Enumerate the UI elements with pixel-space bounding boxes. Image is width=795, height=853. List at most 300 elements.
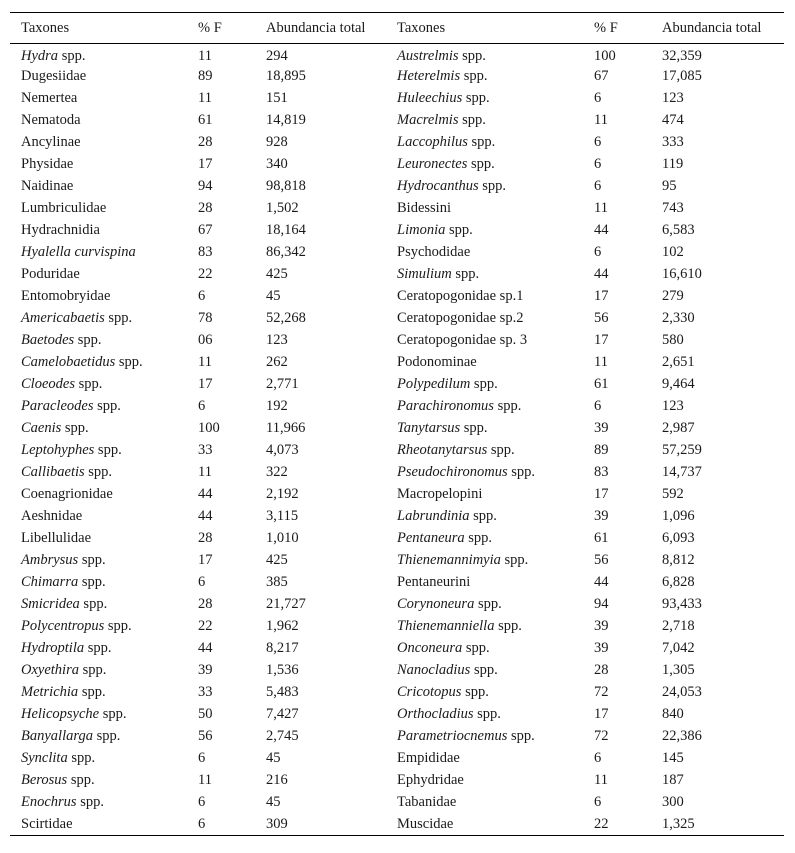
table-row [10, 528, 784, 550]
abundance-left: 8,217 [266, 640, 299, 656]
frequency-right: 61 [594, 376, 609, 392]
abundance-left: 309 [255, 814, 386, 836]
taxon-plain-text: spp. [487, 442, 515, 458]
frequency-right: 6 [594, 750, 602, 766]
abundance-left: 294 [266, 47, 288, 64]
abundance-right: 123 [662, 398, 684, 414]
table-row [10, 748, 784, 770]
table-row [10, 484, 784, 506]
taxon-left [10, 352, 187, 374]
taxon-plain-text: spp. [458, 47, 486, 64]
frequency-left: 28 [198, 134, 213, 150]
taxon-italic-name: Hydra [21, 47, 59, 64]
frequency-left: 28 [198, 530, 213, 546]
frequency-right: 6 [594, 134, 602, 150]
taxon-right [386, 264, 583, 286]
taxon-plain-text: spp. [507, 728, 535, 744]
table-row [10, 110, 784, 132]
taxon-italic-name: Huleechius [397, 90, 463, 106]
taxon-plain-text: Lumbriculidae [21, 200, 107, 216]
taxon-right [386, 748, 583, 770]
taxon-left [10, 110, 187, 132]
frequency-right: 6 [594, 178, 602, 194]
taxon-left [10, 638, 187, 660]
frequency-right: 67 [594, 68, 609, 84]
taxon-italic-name: Caenis [21, 420, 62, 436]
frequency-left: 11 [198, 90, 212, 106]
table-row [10, 418, 784, 440]
taxon-right [386, 418, 583, 440]
taxon-right [386, 594, 583, 616]
abundance-left: 385 [266, 574, 288, 590]
frequency-right: 17 [594, 288, 609, 304]
abundance-right: 6,828 [662, 574, 695, 590]
taxon-left [10, 748, 187, 770]
frequency-right: 11 [594, 772, 608, 788]
frequency-right: 6 [594, 794, 602, 810]
taxon-left [10, 704, 187, 726]
abundance-right: 279 [662, 288, 684, 304]
abundance-right: 14,737 [662, 464, 702, 480]
taxon-plain-text: Coenagrionidae [21, 486, 113, 502]
abundance-right: 474 [662, 112, 684, 128]
taxon-plain-text: Ancylinae [21, 134, 81, 150]
abundance-left: 45 [266, 794, 281, 810]
taxon-italic-name: Onconeura [397, 640, 463, 656]
abundance-left: 45 [266, 288, 281, 304]
taxa-abundance-table [10, 12, 784, 836]
taxon-right [386, 308, 583, 330]
taxon-italic-name: Cloeodes [21, 376, 75, 392]
taxon-plain-text: Poduridae [21, 266, 80, 282]
taxon-plain-text: Scirtidae [21, 815, 73, 832]
taxon-italic-name: Baetodes [21, 332, 75, 348]
table-row [10, 66, 784, 88]
taxon-plain-text: Libellulidae [21, 530, 92, 546]
taxon-left [10, 462, 187, 484]
abundance-right: 119 [662, 156, 684, 172]
abundance-left: 192 [266, 398, 288, 414]
abundance-left: 2,745 [266, 728, 299, 744]
taxon-plain-text: spp. [78, 574, 106, 590]
taxon-right [386, 792, 583, 814]
taxon-right [386, 132, 583, 154]
frequency-right: 11 [594, 112, 608, 128]
abundance-right: 9,464 [662, 376, 695, 392]
taxon-right [386, 352, 583, 374]
taxon-plain-text: spp. [78, 684, 106, 700]
header-abundance-left: Abundancia total [255, 13, 386, 44]
abundance-left: 425 [266, 552, 288, 568]
frequency-right: 61 [594, 530, 609, 546]
abundance-right: 6,583 [662, 222, 695, 238]
frequency-left: 11 [198, 354, 212, 370]
abundance-right: 24,053 [662, 684, 702, 700]
taxon-right [386, 396, 583, 418]
taxon-plain-text: spp. [104, 310, 133, 326]
taxon-italic-name: Labrundinia [397, 508, 470, 524]
frequency-right: 39 [594, 618, 609, 634]
frequency-left: 100 [198, 420, 220, 436]
abundance-left: 2,771 [266, 376, 299, 392]
taxon-right [386, 814, 583, 836]
taxon-plain-text: Ceratopogonidae sp.1 [397, 288, 524, 304]
frequency-right: 17 [594, 332, 609, 348]
taxon-plain-text: Nemertea [21, 90, 78, 106]
abundance-right: 2,987 [662, 420, 695, 436]
frequency-left: 83 [198, 244, 213, 260]
taxon-left [10, 440, 187, 462]
taxon-plain-text: spp. [67, 772, 95, 788]
table-row [10, 704, 784, 726]
abundance-left: 322 [266, 464, 288, 480]
taxon-plain-text: spp. [78, 662, 107, 678]
table-row [10, 286, 784, 308]
taxon-plain-text: spp. [92, 728, 121, 744]
taxon-right [386, 66, 583, 88]
frequency-left: 6 [187, 814, 255, 836]
table-row [10, 682, 784, 704]
taxon-right [386, 484, 583, 506]
taxon-right [386, 440, 583, 462]
taxon-left [10, 264, 187, 286]
frequency-right: 39 [594, 508, 609, 524]
taxon-plain-text: spp. [99, 706, 127, 722]
table-row [10, 198, 784, 220]
taxon-plain-text: Nematoda [21, 112, 81, 128]
taxon-italic-name: Leuronectes [397, 156, 468, 172]
taxon-right [386, 726, 583, 748]
abundance-left: 1,536 [266, 662, 299, 678]
header-frequency-right: % F [583, 13, 651, 44]
taxon-italic-name: Enochrus [21, 794, 77, 810]
taxon-left [10, 506, 187, 528]
taxon-plain-text: Dugesiidae [21, 68, 87, 84]
taxon-italic-name: Banyallarga [21, 728, 93, 744]
taxon-plain-text: Bidessini [397, 200, 451, 216]
frequency-right: 39 [594, 640, 609, 656]
frequency-left: 44 [198, 486, 213, 502]
abundance-right: 1,325 [651, 814, 784, 836]
taxon-left [10, 286, 187, 308]
abundance-left: 18,164 [266, 222, 306, 238]
abundance-right: 300 [662, 794, 684, 810]
taxon-italic-name: Hydroptila [21, 640, 85, 656]
abundance-right: 16,610 [662, 266, 702, 282]
abundance-left: 1,502 [266, 200, 299, 216]
taxon-italic-name: Polypedilum [397, 376, 471, 392]
abundance-left: 340 [266, 156, 288, 172]
taxon-plain-text: Ceratopogonidae sp.2 [397, 310, 524, 326]
abundance-right: 333 [662, 134, 684, 150]
taxon-left [10, 594, 187, 616]
frequency-left: 28 [198, 200, 213, 216]
abundance-left: 216 [266, 772, 288, 788]
frequency-left: 6 [198, 288, 206, 304]
taxon-left [10, 528, 187, 550]
frequency-left: 50 [198, 706, 213, 722]
frequency-left: 22 [198, 266, 213, 282]
taxon-right [386, 88, 583, 110]
taxon-italic-name: Synclita [21, 750, 68, 766]
taxon-italic-name: Corynoneura [397, 596, 475, 612]
abundance-left: 2,192 [266, 486, 299, 502]
taxon-plain-text: spp. [74, 376, 103, 392]
table-row [10, 638, 784, 660]
taxon-italic-name: Smicridea [21, 596, 80, 612]
taxon-left [10, 44, 187, 66]
frequency-right: 89 [594, 442, 609, 458]
taxon-left [10, 660, 187, 682]
taxon-italic-name: Hyalella curvispina [21, 244, 136, 260]
taxon-italic-name: Thienemanniella [397, 618, 495, 634]
taxon-plain-text: spp. [467, 134, 496, 150]
taxon-italic-name: Pseudochironomus [397, 464, 508, 480]
abundance-left: 7,427 [266, 706, 299, 722]
taxon-plain-text: spp. [507, 464, 536, 480]
table-row [10, 374, 784, 396]
abundance-left: 98,818 [266, 178, 306, 194]
abundance-left: 4,073 [266, 442, 299, 458]
taxon-plain-text: spp. [474, 596, 502, 612]
frequency-left: 11 [198, 464, 212, 480]
taxon-right [386, 462, 583, 484]
taxon-italic-name: Pentaneura [397, 530, 465, 546]
abundance-right: 57,259 [662, 442, 702, 458]
frequency-right: 17 [594, 486, 609, 502]
taxon-left [10, 308, 187, 330]
taxon-italic-name: Tanytarsus [397, 420, 461, 436]
taxon-italic-name: Heterelmis [397, 68, 461, 84]
taxon-plain-text: spp. [478, 178, 507, 194]
taxon-plain-text: spp. [460, 68, 488, 84]
taxon-italic-name: Polycentropus [21, 618, 105, 634]
abundance-right: 1,305 [662, 662, 695, 678]
abundance-right: 743 [662, 200, 684, 216]
taxon-plain-text: Naidinae [21, 178, 74, 194]
taxon-left [10, 88, 187, 110]
table-row [10, 242, 784, 264]
taxon-left [10, 726, 187, 748]
frequency-right: 72 [594, 684, 609, 700]
frequency-right: 22 [583, 814, 651, 836]
frequency-right: 6 [594, 398, 602, 414]
taxon-left [10, 220, 187, 242]
header-taxones-right: Taxones [386, 13, 583, 44]
taxon-plain-text: spp. [462, 90, 490, 106]
frequency-right: 72 [594, 728, 609, 744]
taxon-right [386, 506, 583, 528]
taxon-plain-text: spp. [93, 398, 121, 414]
abundance-right: 102 [662, 244, 684, 260]
frequency-left: 39 [198, 662, 213, 678]
abundance-left: 425 [266, 266, 288, 282]
taxon-left [10, 418, 187, 440]
taxon-italic-name: Nanocladius [397, 662, 471, 678]
taxon-left [10, 792, 187, 814]
abundance-left: 1,010 [266, 530, 299, 546]
taxon-right [386, 330, 583, 352]
taxon-left [10, 616, 187, 638]
taxon-plain-text: Entomobryidae [21, 288, 111, 304]
frequency-left: 6 [198, 750, 206, 766]
taxon-left [10, 484, 187, 506]
frequency-left: 28 [198, 596, 213, 612]
taxon-left [10, 396, 187, 418]
header-row [10, 13, 784, 44]
abundance-left: 262 [266, 354, 288, 370]
abundance-right: 32,359 [662, 47, 702, 64]
frequency-left: 17 [198, 376, 213, 392]
abundance-right: 2,651 [662, 354, 695, 370]
taxon-plain-text: spp. [58, 47, 86, 64]
frequency-right: 17 [594, 706, 609, 722]
taxon-plain-text: Psychodidae [397, 244, 471, 260]
abundance-left: 928 [266, 134, 288, 150]
frequency-left: 06 [198, 332, 213, 348]
taxon-italic-name: Thienemannimyia [397, 552, 501, 568]
taxon-plain-text: spp. [74, 332, 102, 348]
frequency-right: 56 [594, 310, 609, 326]
table-row [10, 660, 784, 682]
taxon-plain-text: spp. [104, 618, 132, 634]
taxon-plain-text: Macropelopini [397, 486, 483, 502]
table-row [10, 770, 784, 792]
table-row [10, 462, 784, 484]
frequency-left: 22 [198, 618, 213, 634]
taxon-plain-text: spp. [467, 156, 495, 172]
taxon-right [386, 286, 583, 308]
taxon-italic-name: Austrelmis [397, 47, 459, 64]
taxon-right [386, 154, 583, 176]
taxon-plain-text: spp. [500, 552, 529, 568]
taxon-plain-text: Aeshnidae [21, 508, 83, 524]
taxon-plain-text: spp. [84, 640, 112, 656]
table-row [10, 176, 784, 198]
abundance-right: 7,042 [662, 640, 695, 656]
frequency-right: 44 [594, 574, 609, 590]
abundance-left: 14,819 [266, 112, 306, 128]
taxon-plain-text: spp. [78, 552, 106, 568]
table-row [10, 264, 784, 286]
taxon-right [386, 528, 583, 550]
taxon-plain-text: spp. [84, 464, 113, 480]
taxon-left [10, 66, 187, 88]
abundance-left: 3,115 [266, 508, 299, 524]
taxon-left [10, 330, 187, 352]
taxon-left [10, 242, 187, 264]
abundance-right: 6,093 [662, 530, 695, 546]
header-taxones-left: Taxones [10, 13, 187, 44]
abundance-left: 123 [266, 332, 288, 348]
abundance-right: 95 [662, 178, 677, 194]
table-row [10, 616, 784, 638]
taxon-italic-name: Oxyethira [21, 662, 79, 678]
table-row [10, 792, 784, 814]
frequency-right: 44 [594, 222, 609, 238]
taxon-right [386, 198, 583, 220]
taxon-plain-text: spp. [493, 398, 522, 414]
abundance-left: 52,268 [266, 310, 306, 326]
taxon-plain-text: spp. [76, 794, 104, 810]
table-row [10, 506, 784, 528]
table-row [10, 154, 784, 176]
taxon-right [386, 176, 583, 198]
table-row [10, 814, 784, 836]
frequency-left: 44 [198, 508, 213, 524]
frequency-left: 11 [198, 47, 212, 64]
taxon-right [386, 44, 583, 66]
taxon-plain-text: Physidae [21, 156, 74, 172]
abundance-left: 18,895 [266, 68, 306, 84]
taxon-left [10, 682, 187, 704]
frequency-left: 94 [198, 178, 213, 194]
taxon-left [10, 198, 187, 220]
frequency-right: 11 [594, 354, 608, 370]
taxon-left [10, 176, 187, 198]
frequency-right: 6 [594, 156, 602, 172]
table-row [10, 352, 784, 374]
taxon-italic-name: Americabaetis [21, 310, 105, 326]
taxon-italic-name: Macrelmis [397, 112, 459, 128]
abundance-right: 22,386 [662, 728, 702, 744]
taxon-left [10, 154, 187, 176]
taxon-plain-text: Tabanidae [397, 794, 457, 810]
frequency-left: 78 [198, 310, 213, 326]
table-row [10, 44, 784, 66]
taxon-left [10, 374, 187, 396]
taxon-plain-text: spp. [460, 420, 488, 436]
frequency-right: 28 [594, 662, 609, 678]
taxon-left [10, 572, 187, 594]
header-frequency-left: % F [187, 13, 255, 44]
taxon-plain-text: spp. [461, 684, 489, 700]
taxon-italic-name: Parachironomus [397, 398, 494, 414]
taxon-left [10, 132, 187, 154]
frequency-right: 100 [594, 47, 616, 64]
table-row [10, 220, 784, 242]
taxon-right [386, 242, 583, 264]
table-header [10, 13, 784, 44]
frequency-left: 17 [198, 552, 213, 568]
taxon-italic-name: Hydrocanthus [397, 178, 479, 194]
frequency-right: 94 [594, 596, 609, 612]
taxon-plain-text: spp. [445, 222, 473, 238]
taxon-italic-name: Rheotanytarsus [397, 442, 488, 458]
frequency-left: 89 [198, 68, 213, 84]
frequency-right: 83 [594, 464, 609, 480]
taxon-right [386, 220, 583, 242]
taxon-italic-name: Limonia [397, 222, 446, 238]
taxon-left [10, 550, 187, 572]
abundance-right: 187 [662, 772, 684, 788]
taxon-plain-text: spp. [473, 706, 501, 722]
taxon-right [386, 638, 583, 660]
abundance-left: 1,962 [266, 618, 299, 634]
abundance-right: 1,096 [662, 508, 695, 524]
taxon-plain-text: spp. [464, 530, 493, 546]
taxon-italic-name: Callibaetis [21, 464, 85, 480]
taxon-right [386, 704, 583, 726]
taxon-plain-text: Empididae [397, 750, 460, 766]
frequency-right: 11 [594, 200, 608, 216]
abundance-right: 2,718 [662, 618, 695, 634]
taxon-plain-text: Pentaneurini [397, 574, 471, 590]
abundance-right: 145 [662, 750, 684, 766]
abundance-right: 123 [662, 90, 684, 106]
taxon-plain-text: spp. [115, 354, 143, 370]
frequency-right: 44 [594, 266, 609, 282]
